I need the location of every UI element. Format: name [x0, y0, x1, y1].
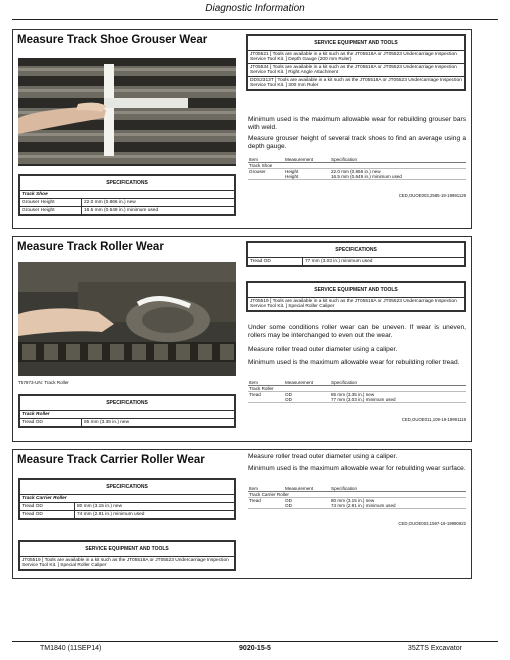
cell: OD — [284, 397, 330, 403]
section-title-track-roller: Measure Track Roller Wear — [17, 241, 164, 253]
shoe-spec-header: SPECIFICATIONS — [20, 176, 235, 191]
grouser-photo-drawing — [18, 58, 236, 166]
roller-spec-table-right — [246, 241, 466, 267]
spec-label: Tread OD — [20, 511, 75, 519]
roller-measurement-table — [248, 380, 466, 403]
shoe-paragraph-2: Measure grouser height of several track shoes to find an average using a depth gauge. — [248, 135, 466, 151]
carrier-paragraph-2: Minimum used is the maximum allowable wear for rebuilding wear surface. — [248, 465, 466, 472]
carrier-spec-sub: Track Carrier Roller — [20, 495, 235, 503]
column-header: Item — [248, 486, 284, 492]
table-row — [20, 199, 235, 207]
spec-label: Grouser Height — [20, 207, 82, 215]
spec-label: Grouser Height — [20, 199, 82, 207]
roller-paragraph-1: Under some conditions roller wear can be uneven. If wear is uneven, rollers may be interchanged to even out the wear. — [248, 324, 466, 340]
carrier-paragraph-1: Measure roller tread outer diameter using a caliper. — [248, 453, 398, 460]
table-row — [248, 77, 465, 90]
column-header: Item — [248, 157, 284, 163]
spec-label: Tread OD — [20, 419, 82, 427]
cell: 22.0 mm (0.866 in.) new — [331, 169, 381, 174]
column-header: Measurement — [284, 486, 330, 492]
roller-spec-sub: Track Roller — [20, 411, 235, 419]
track-roller-photo — [18, 262, 236, 376]
roller-spec-header: SPECIFICATIONS — [20, 396, 235, 411]
group-label: Track Shoe — [248, 163, 466, 169]
roller-spec-table — [18, 394, 236, 428]
roller-equipment-table — [246, 281, 466, 312]
equipment-item: JT05521 [ Tools are available in a kit such as the JT05518A or JT05523 Undercarriage Inspection Service Tool Kit. ] Depth Gauge (200 mm Ruler) — [248, 51, 465, 64]
grouser-measurement-photo — [18, 58, 236, 166]
column-header: Specification — [330, 380, 466, 386]
section-title-track-shoe: Measure Track Shoe Grouser Wear — [17, 34, 208, 46]
roller-paragraph-2: Measure roller tread outer diameter using a caliper. — [248, 346, 398, 353]
spec-value: 22.0 mm (0.866 in.) new — [82, 199, 235, 207]
table-row — [248, 397, 466, 403]
table-row — [248, 51, 465, 64]
cell: 77 mm (3.03 in.) minimum used — [330, 397, 466, 403]
cell — [248, 174, 284, 180]
spec-value: 74 mm (2.91 in.) minimum used — [75, 511, 235, 519]
cell: Tread — [249, 392, 261, 397]
carrier-doc-code: CED,OUOE003,1597-19-19990922 — [398, 521, 466, 526]
spec-value: 85 mm (3.35 in.) new — [82, 419, 235, 427]
table-row — [20, 503, 235, 511]
shoe-spec-sub: Track Shoe — [20, 191, 235, 199]
spec-label: Tread OD — [248, 258, 303, 266]
cell: Tread — [249, 498, 261, 503]
shoe-doc-code: CED,OUOE003,2585-19-19991129 — [398, 193, 466, 198]
carrier-equipment-table — [18, 540, 236, 571]
cell: Height — [285, 169, 299, 174]
table-row — [20, 419, 235, 427]
group-label: Track Carrier Roller — [248, 492, 466, 498]
roller-spec-header-right: SPECIFICATIONS — [248, 243, 465, 258]
cell: 85 mm (3.35 in.) new — [331, 392, 375, 397]
cell: 16.5 mm (0.649 in.) minimum used — [330, 174, 466, 180]
group-label: Track Roller — [248, 386, 466, 392]
cell: OD — [285, 392, 292, 397]
table-row — [248, 258, 465, 266]
section-title-carrier-roller: Measure Track Carrier Roller Wear — [17, 454, 205, 466]
equipment-item: JT05519 [ Tools are available in a kit such as the JT05518A or JT05523 Undercarriage Inspection Service Tool Kit. ] Special Roller Caliper — [20, 557, 235, 570]
table-row — [248, 503, 466, 509]
cell — [248, 503, 284, 509]
column-header: Specification — [330, 486, 466, 492]
table-row — [20, 557, 235, 570]
spec-value: 16.5 mm (0.649 in.) minimum used — [82, 207, 235, 215]
header-rule — [12, 19, 498, 20]
track-roller-caption: T57973-UN: Track Roller — [18, 380, 69, 385]
shoe-spec-table — [18, 174, 236, 216]
table-row — [20, 207, 235, 215]
column-header: Measurement — [284, 380, 330, 386]
cell: Grouser — [249, 169, 266, 174]
shoe-equipment-header: SERVICE EQUIPMENT AND TOOLS — [248, 36, 465, 51]
table-row — [248, 64, 465, 77]
cell: OD — [285, 498, 292, 503]
cell: Height — [284, 174, 330, 180]
header-title: Diagnostic Information — [205, 3, 305, 14]
table-row — [20, 511, 235, 519]
cell: 74 mm (2.91 in.) minimum used — [330, 503, 466, 509]
roller-doc-code: CED,OUOE011,109-19-19991119 — [401, 417, 466, 422]
carrier-equipment-header: SERVICE EQUIPMENT AND TOOLS — [20, 542, 235, 557]
shoe-measurement-table — [248, 157, 466, 180]
cell: 80 mm (3.15 in.) new — [331, 498, 375, 503]
cell: OD — [284, 503, 330, 509]
footer-rule — [12, 641, 498, 642]
footer-left: TM1840 (11SEP14) — [40, 645, 102, 652]
carrier-measurement-table — [248, 486, 466, 509]
track-roller-drawing — [18, 262, 236, 376]
equipment-item: JT05519 [ Tools are available in a kit such as the JT05518A or JT05523 Undercarriage Inspection Service Tool Kit. ] Special Roller Caliper — [248, 298, 465, 311]
footer-page-number: 9020-15-5 — [239, 645, 271, 652]
spec-label: Tread OD — [20, 503, 75, 511]
roller-paragraph-3: Minimum used is the maximum allowable wear for rebuilding roller tread. — [248, 359, 460, 366]
spec-value: 77 mm (3.03 in.) minimum used — [303, 258, 465, 266]
table-row — [248, 174, 466, 180]
footer-right: 35ZTS Excavator — [407, 645, 462, 652]
column-header: Item — [248, 380, 284, 386]
shoe-paragraph-1: Minimum used is the maximum allowable wear for rebuilding grouser bars with weld. — [248, 116, 466, 132]
roller-equipment-header: SERVICE EQUIPMENT AND TOOLS — [248, 283, 465, 298]
table-row — [248, 298, 465, 311]
column-header: Specification — [330, 157, 466, 163]
column-header: Measurement — [284, 157, 330, 163]
shoe-equipment-table — [246, 34, 466, 91]
carrier-spec-table — [18, 478, 236, 520]
equipment-item: DDS2313T [ Tools are available in a kit such as the JT05518A or JT05523 Undercarriage Inspection Service Tool Kit. ] 300 mm Ruler — [248, 77, 465, 90]
spec-value: 80 mm (3.15 in.) new — [75, 503, 235, 511]
cell — [248, 397, 284, 403]
carrier-spec-header: SPECIFICATIONS — [20, 480, 235, 495]
equipment-item: JT05534 [ Tools are available in a kit such as the JT05518A or JT05523 Undercarriage Inspection Service Tool Kit. ] Right Angle Attachment — [248, 64, 465, 77]
